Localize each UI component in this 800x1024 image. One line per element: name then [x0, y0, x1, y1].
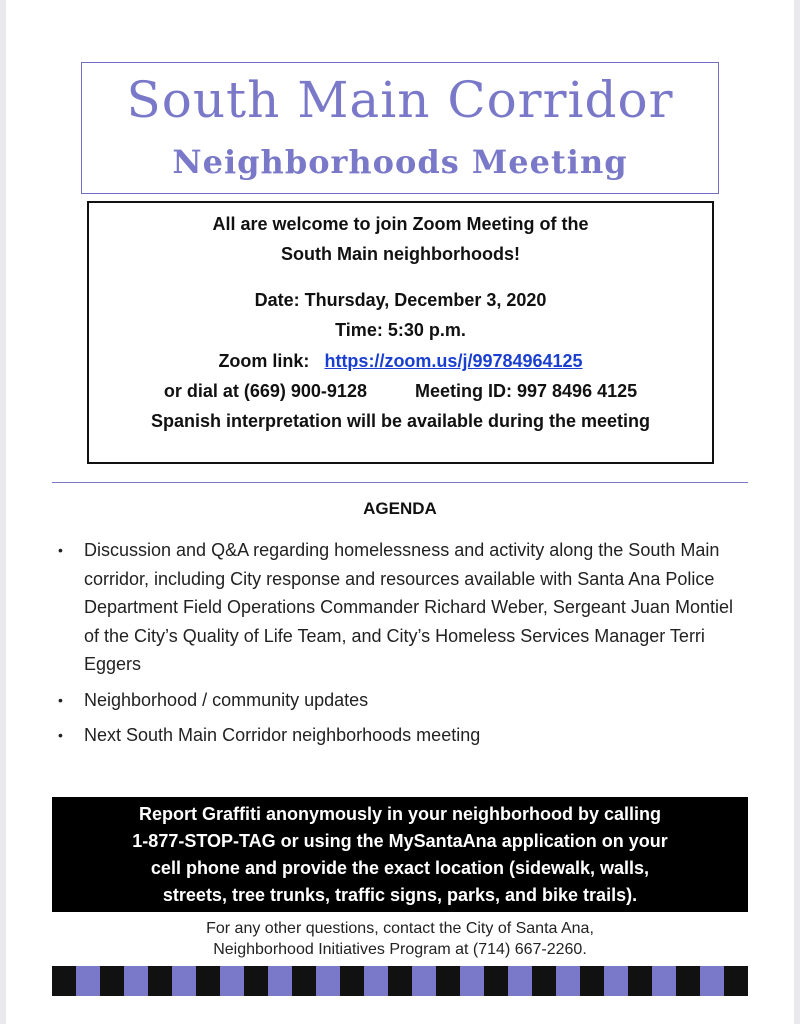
spanish-interpretation: Spanish interpretation will be available during the meeting	[150, 411, 651, 431]
dial-line	[89, 381, 712, 402]
graffiti-line-2: 1-877-STOP-TAG or using the MySantaAna application on your	[132, 831, 668, 851]
agenda-item-text: Neighborhood / community updates	[84, 689, 369, 710]
graffiti-report-box	[52, 797, 748, 912]
bullet-icon: •	[58, 727, 63, 743]
header-box	[81, 62, 719, 194]
section-divider	[52, 482, 748, 483]
meeting-info-box	[87, 201, 714, 464]
agenda-item-updates	[58, 686, 748, 715]
agenda-item-discussion	[58, 536, 748, 679]
bullet-icon: •	[58, 691, 63, 708]
zoom-link[interactable]: https://zoom.us/j/99784964125	[324, 351, 583, 371]
graffiti-line-4: streets, tree trunks, traffic signs, parks, and bike trails).	[162, 885, 638, 905]
meeting-date: Date: Thursday, December 3, 2020	[254, 290, 547, 310]
checkered-footer-border	[52, 966, 748, 996]
contact-line-1: For any other questions, contact the City of Santa Ana,	[206, 920, 594, 937]
zoom-link-line	[89, 351, 712, 372]
page-subtitle: Neighborhoods Meeting	[172, 143, 628, 181]
contact-line-2: Neighborhood Initiatives Program at (714) 667-2260.	[213, 941, 587, 958]
welcome-line-1: All are welcome to join Zoom Meeting of the	[212, 214, 589, 234]
zoom-link-label: Zoom link:	[218, 351, 310, 371]
bullet-icon: •	[58, 542, 63, 558]
agenda-item-text: Next South Main Corridor neighborhoods meeting	[84, 725, 481, 745]
dial-number: or dial at (669) 900-9128	[163, 381, 367, 401]
meeting-id: Meeting ID: 997 8496 4125	[415, 381, 638, 401]
contact-info	[0, 918, 800, 960]
agenda-item-next-meeting	[58, 721, 748, 750]
page-title: South Main Corridor	[126, 71, 674, 129]
agenda-item-text: Discussion and Q&A regarding homelessness and activity along the South Main corridor, including City response and resources available with Santa Ana Police Department Field Operations Commander Richard Weber, Sergeant Juan Montiel of the City’s Quality of Life Team, and City’s Homeless Services Manager Terri Eggers	[84, 540, 733, 674]
graffiti-line-1: Report Graffiti anonymously in your neighborhood by calling	[138, 804, 662, 824]
meeting-time: Time: 5:30 p.m.	[335, 320, 466, 340]
graffiti-line-3: cell phone and provide the exact location (sidewalk, walls,	[150, 858, 650, 878]
agenda-list	[58, 536, 748, 757]
agenda-title: AGENDA	[363, 499, 437, 518]
welcome-line-2: South Main neighborhoods!	[281, 244, 520, 264]
